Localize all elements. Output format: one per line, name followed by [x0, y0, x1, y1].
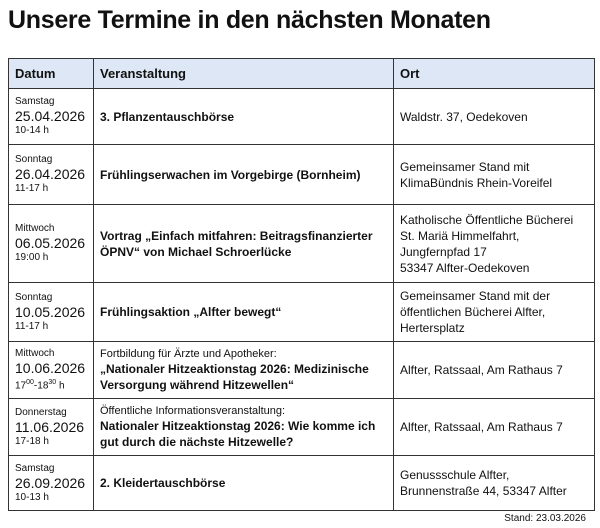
time: 11-17 h: [15, 183, 49, 194]
weekday: Sonntag: [15, 154, 53, 165]
event-prefix: Öffentliche Informationsveranstaltung:: [100, 404, 286, 417]
date-cell: [9, 145, 94, 205]
event-title: „Nationaler Hitzeaktionstag 2026: Medizinische Versorgung während Hitzewellen“: [100, 361, 369, 392]
table-row: [9, 89, 595, 145]
table-row: [9, 283, 595, 342]
place-line: Alfter, Ratssaal, Am Rathaus 7: [400, 363, 563, 377]
table-row: [9, 205, 595, 283]
time: 11-17 h: [15, 320, 49, 332]
place-line: öffentlichen Bücherei Alfter,: [400, 305, 546, 319]
weekday: Mittwoch: [15, 223, 55, 234]
date-cell: [9, 399, 94, 456]
date-cell: [9, 283, 94, 342]
place-line: KlimaBündnis Rhein-Voreifel: [400, 175, 553, 190]
place-cell: [394, 89, 595, 145]
time: 10-14 h: [15, 125, 49, 136]
place-line: Gemeinsamer Stand mit der: [400, 289, 551, 303]
place-cell: [394, 205, 595, 283]
event-cell: [94, 283, 394, 342]
events-table: [8, 58, 595, 511]
date-cell: [9, 89, 94, 145]
place-line: St. Mariä Himmelfahrt,: [400, 228, 520, 243]
place-line: Alfter, Ratssaal, Am Rathaus 7: [400, 420, 563, 434]
place-line: Brunnenstraße 44, 53347 Alfter: [400, 484, 567, 498]
place-line: Katholische Öffentliche Bücherei: [400, 212, 574, 227]
place-cell: [394, 145, 595, 205]
place-line: Genussschule Alfter,: [400, 468, 510, 482]
event-prefix: Fortbildung für Ärzte und Apotheker:: [100, 347, 277, 360]
date-cell: [9, 342, 94, 399]
event-cell: [94, 89, 394, 145]
date: 26.09.2026: [15, 474, 86, 491]
place-line: Gemeinsamer Stand mit: [400, 159, 530, 174]
event-title: 2. Kleidertauschbörse: [100, 476, 226, 490]
date: 11.06.2026: [15, 418, 85, 435]
weekday: Samstag: [15, 96, 55, 107]
event-cell: [94, 145, 394, 205]
date: 06.05.2026: [15, 235, 86, 251]
date-cell: [9, 205, 94, 283]
place-line: Hertersplatz: [400, 321, 465, 335]
place-line: 53347 Alfter-Oedekoven: [400, 260, 530, 275]
stand-date: Stand: 23.03.2026: [504, 513, 586, 524]
weekday: Samstag: [15, 462, 55, 474]
header-place: Ort: [394, 59, 595, 89]
time: 10-13 h: [15, 491, 49, 503]
date: 26.04.2026: [15, 166, 86, 182]
place-cell: [394, 283, 595, 342]
event-cell: [94, 205, 394, 283]
time-end: -18: [33, 380, 49, 392]
table-header-row: [9, 59, 595, 89]
place-cell: [394, 456, 595, 511]
weekday: Mittwoch: [15, 347, 55, 359]
event-title: Nationaler Hitzeaktionstag 2026: Wie komme ich gut durch die nächste Hitzewelle?: [100, 418, 376, 449]
time-end-minutes: 30: [48, 378, 57, 386]
table-row: [9, 456, 595, 511]
place-cell: [394, 342, 595, 399]
event-title: Frühlingserwachen im Vorgebirge (Bornheim): [100, 167, 361, 182]
header-date: Datum: [9, 59, 94, 89]
date: 10.05.2026: [15, 303, 86, 320]
time-suffix: h: [56, 380, 65, 392]
date: 10.06.2026: [15, 359, 86, 376]
table-row: [9, 399, 595, 456]
time: 19:00 h: [15, 252, 49, 263]
event-title: 3. Pflanzentauschbörse: [100, 109, 235, 124]
weekday: Sonntag: [15, 291, 53, 303]
date: 25.04.2026: [15, 108, 86, 124]
page-title: Unsere Termine in den nächsten Monaten: [8, 6, 491, 34]
event-title: Vortrag „Einfach mitfahren: Beitragsfinanzierter ÖPNV“ von Michael Schroerlücke: [100, 228, 373, 259]
event-cell: [94, 342, 394, 399]
time-start: 17: [15, 380, 27, 392]
weekday: Donnerstag: [15, 406, 67, 418]
date-cell: [9, 456, 94, 511]
table-row: [9, 145, 595, 205]
time: 17-18 h: [15, 435, 49, 447]
event-cell: [94, 456, 394, 511]
event-cell: [94, 399, 394, 456]
time-start-minutes: 00: [26, 378, 34, 386]
header-event: Veranstaltung: [94, 59, 394, 89]
time: [15, 377, 87, 392]
place-line: Jungfernpfad 17: [400, 244, 487, 259]
place-line: Waldstr. 37, Oedekoven: [400, 109, 528, 124]
event-title: Frühlingsaktion „Alfter bewegt“: [100, 305, 282, 319]
place-cell: [394, 399, 595, 456]
table-row: [9, 342, 595, 399]
